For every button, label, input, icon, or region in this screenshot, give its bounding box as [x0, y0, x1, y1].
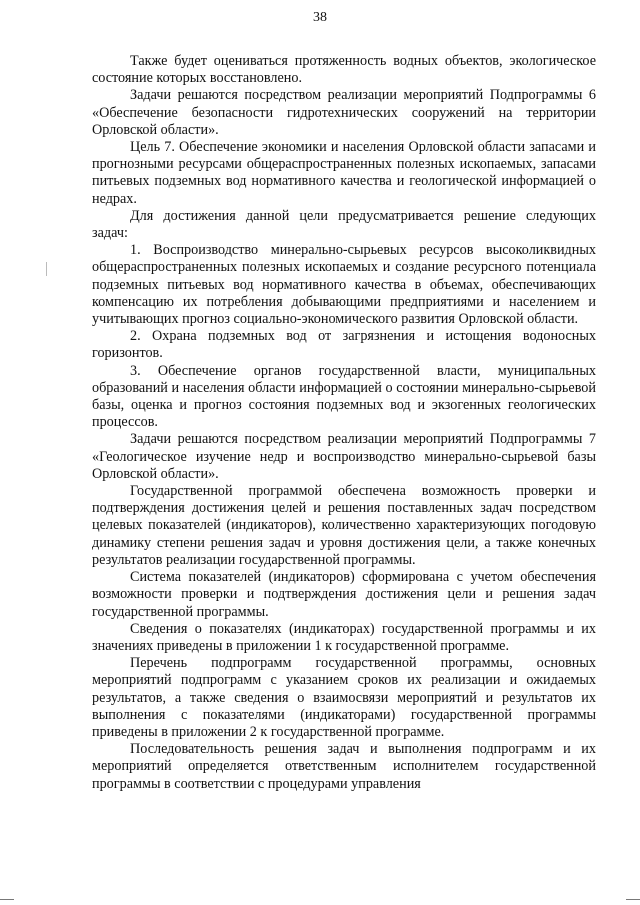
page-number: 38: [313, 10, 327, 25]
paragraph-task-3: 3. Обеспечение органов государственной власти, муниципальных образований и населения области информацией о состоянии минерально-сырьевой базы, оценка и прогноз состояния подземных вод и экзогенных геологических процессов.: [92, 362, 596, 431]
paragraph-sequence: Последовательность решения задач и выполнения подпрограмм и их мероприятий определяется ответственным исполнителем государственной программы в соответствии с процедурами управления: [92, 741, 596, 792]
paragraph-goal-tasks-intro: Для достижения данной цели предусматривается решение следующих задач:: [92, 207, 596, 242]
paragraph-water-objects: Также будет оцениваться протяженность водных объектов, экологическое состояние которых восстановлено.: [92, 53, 596, 87]
paragraph-appendix-1: Сведения о показателях (индикаторах) государственной программы и их значениях приведены в приложении 1 к государственной программе.: [92, 620, 596, 654]
paragraph-goal-7: Цель 7. Обеспечение экономики и населения Орловской области запасами и прогнозными ресурсами общераспространенных полезных ископаемых, запасами питьевых подземных вод нормативного качества и геологической информацией о недрах.: [92, 139, 596, 207]
scan-edge-mark-right: [626, 899, 640, 900]
paragraph-task-2: 2. Охрана подземных вод от загрязнения и истощения водоносных горизонтов.: [92, 328, 596, 362]
paragraph-task-1: 1. Воспроизводство минерально-сырьевых ресурсов высоколиквидных общераспространенных полезных ископаемых и создание ресурсного потенциала подземных питьевых вод нормативного качества в объемах, обеспечивающих компенсацию их потребления добывающими предприятиями и населением и учитывающих прогноз социально-экономического развития Орловской области.: [92, 242, 596, 328]
paragraph-verification: Государственной программой обеспечена возможность проверки и подтверждения достижения целей и решения поставленных задач посредством целевых показателей (индикаторов), количественно характеризующих погодовую динамику степени решения задач и уровня достижения цели, а также конечных результатов реализации государственной программы.: [92, 483, 596, 568]
paragraph-subprogram-6-tasks: Задачи решаются посредством реализации мероприятий Подпрограммы 6 «Обеспечение безопасности гидротехнических сооружений на территории Орловской области».: [92, 87, 596, 138]
document-body: [92, 53, 596, 793]
scan-edge-mark-left: [0, 899, 14, 900]
paragraph-indicator-system: Система показателей (индикаторов) сформирована с учетом обеспечения возможности проверки и подтверждения достижения цели и решения задач государственной программы.: [92, 569, 596, 620]
paragraph-appendix-2: Перечень подпрограмм государственной программы, основных мероприятий подпрограмм с указанием сроков их реализации и ожидаемых результатов, а также сведения о взаимосвязи мероприятий и результатов их выполнения с показателями (индикаторами) государственной программы приведены в приложении 2 к государственной программе.: [92, 655, 596, 740]
scan-speck: [46, 262, 47, 276]
paragraph-subprogram-7-tasks: Задачи решаются посредством реализации мероприятий Подпрограммы 7 «Геологическое изучение недр и воспроизводство минерально-сырьевой базы Орловской области».: [92, 431, 596, 482]
